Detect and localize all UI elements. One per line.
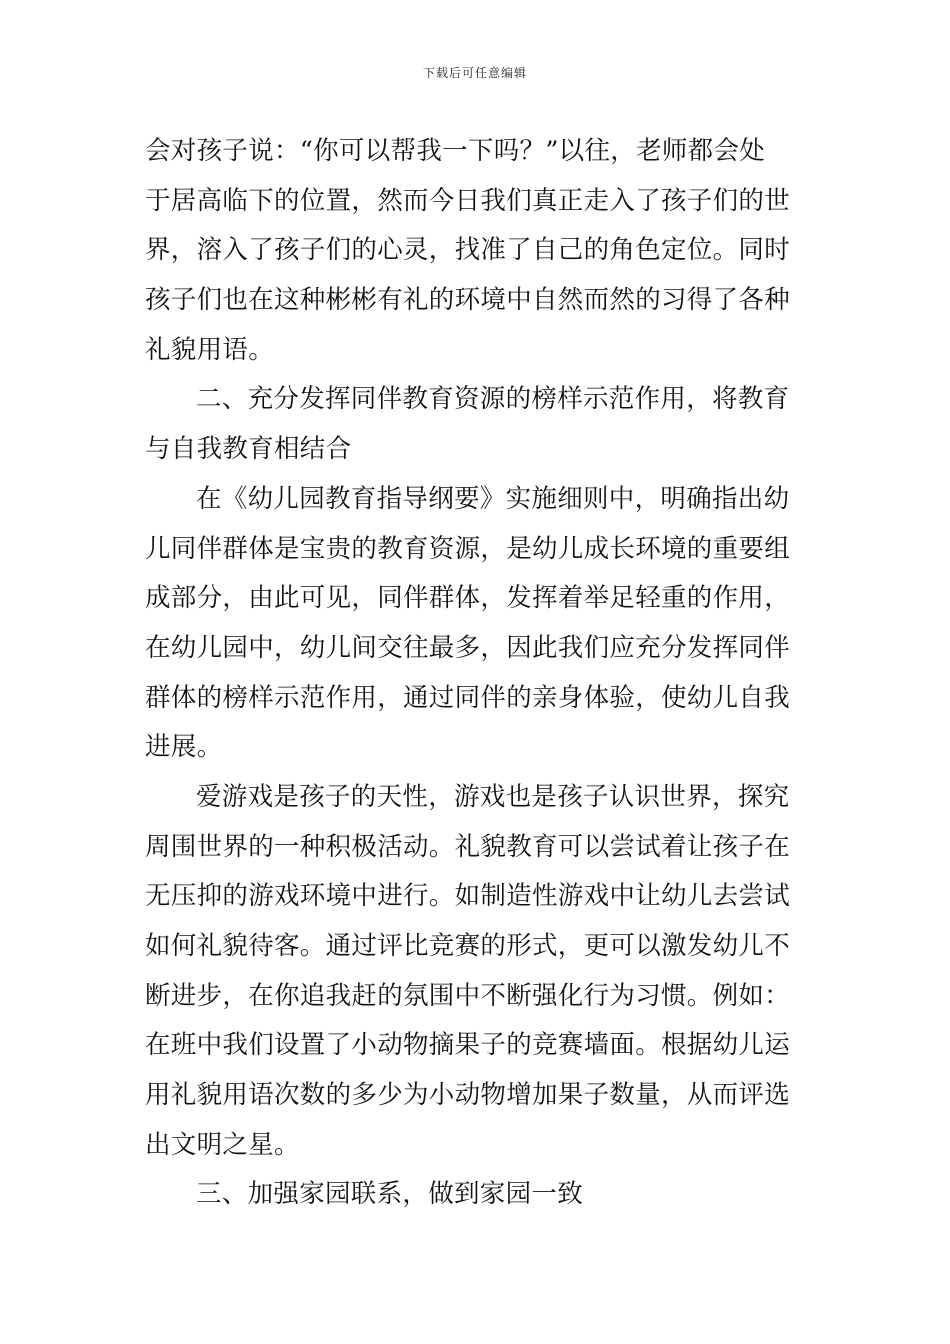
text-line: 礼貌用语。: [145, 334, 275, 365]
text-line: 界，溶入了孩子们的心灵，找准了自己的角色定位。同时: [145, 235, 791, 266]
document-body: [145, 127, 810, 1220]
text-line: 周围世界的一种积极活动。礼貌教育可以尝试着让孩子在: [145, 831, 791, 862]
text-line: 用礼貌用语次数的多少为小动物增加果子数量，从而评选: [145, 1080, 791, 1111]
paragraph: [145, 475, 810, 773]
text-line: 进展。: [145, 732, 223, 763]
section-heading: [145, 1170, 810, 1220]
page-header: 下载后可任意编辑: [422, 66, 527, 80]
text-line: 儿同伴群体是宝贵的教育资源，是幼儿成长环境的重要组: [145, 533, 791, 564]
text-line: 群体的榜样示范作用，通过同伴的亲身体验，使幼儿自我: [145, 682, 791, 713]
text-line: 会对孩子说：“你可以帮我一下吗？”以往，老师都会处: [145, 136, 766, 166]
text-line: 于居高临下的位置，然而今日我们真正走入了孩子们的世: [145, 185, 791, 216]
text-line: 如何礼貌待客。通过评比竞赛的形式，更可以激发幼儿不: [145, 931, 791, 961]
paragraph: [145, 773, 810, 1171]
section-heading: [145, 375, 810, 474]
text-line: 成部分，由此可见，同伴群体，发挥着举足轻重的作用，: [145, 583, 791, 614]
text-line: 断进步，在你追我赶的氛围中不断强化行为习惯。例如：: [145, 980, 791, 1011]
text-line: 三、加强家园联系，做到家园一致: [196, 1179, 584, 1210]
text-line: 孩子们也在这种彬彬有礼的环境中自然而然的习得了各种: [145, 285, 791, 316]
text-line: 爱游戏是孩子的天性，游戏也是孩子认识世界，探究: [196, 781, 790, 812]
text-line: 无压抑的游戏环境中进行。如制造性游戏中让幼儿去尝试: [145, 881, 791, 912]
text-line: 在班中我们设置了小动物摘果子的竞赛墙面。根据幼儿运: [145, 1030, 791, 1061]
text-line: 二、充分发挥同伴教育资源的榜样示范作用，将教育: [196, 384, 790, 415]
paragraph: [145, 127, 810, 375]
text-line: 与自我教育相结合: [145, 434, 352, 465]
text-line: 在幼儿园中，幼儿间交往最多，因此我们应充分发挥同伴: [145, 632, 791, 663]
text-line: 在《幼儿园教育指导纲要》实施细则中，明确指出幼: [196, 483, 790, 514]
text-line: 出文明之星。: [145, 1129, 300, 1160]
